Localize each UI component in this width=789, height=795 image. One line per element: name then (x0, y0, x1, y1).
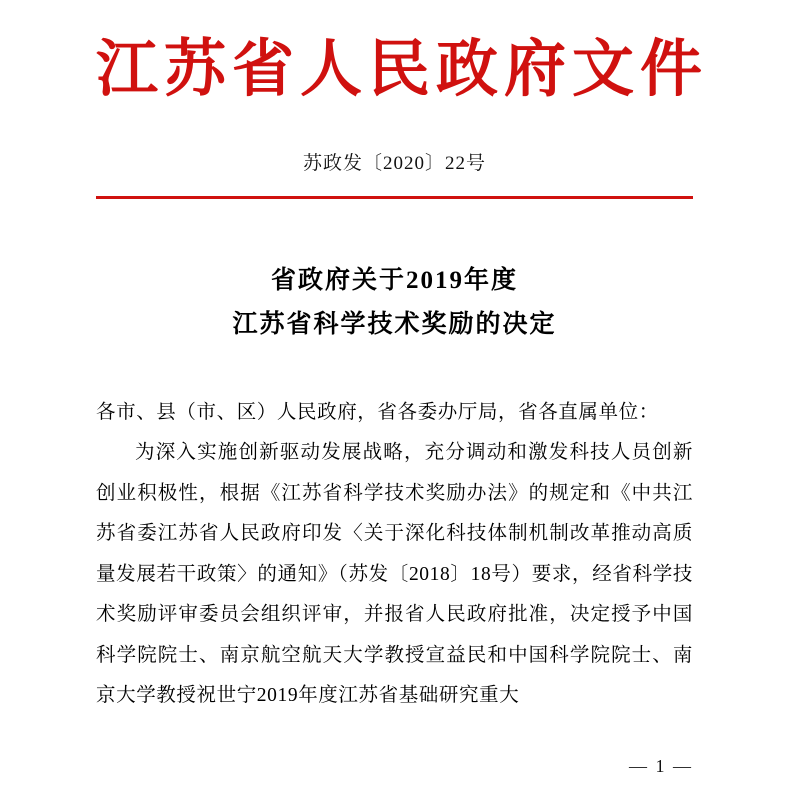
document-title-line-2: 江苏省科学技术奖励的决定 (232, 310, 557, 338)
document-title (96, 259, 693, 347)
page-number: — 1 — (629, 756, 693, 776)
body-paragraph-1: 为深入实施创新驱动发展战略，充分调动和激发科技人员创新创业积极性，根据《江苏省科学技术奖励办法》的规定和《中共江苏省委江苏省人民政府印发〈关于深化科技体制机制改革推动高质量发展若干政策〉的通知》（苏发〔2018〕18号）要求，经省科学技术奖励评审委员会组织评审，并报省人民政府批准，决定授予中国科学院院士、南京航空航天大学教授宣益民和中国科学院院士、南京大学教授祝世宁2019年度江苏省基础研究重大 (96, 442, 693, 707)
document-number: 苏政发〔2020〕22号 (302, 153, 486, 174)
red-divider-rule (96, 196, 693, 199)
document-body (96, 393, 693, 717)
document-title-line-1: 省政府关于2019年度 (270, 267, 518, 294)
document-masthead: 江苏省人民政府文件 (96, 32, 709, 105)
body-paragraph-salutation: 各市、县（市、区）人民政府，省各委办厅局，省各直属单位： (96, 401, 659, 423)
